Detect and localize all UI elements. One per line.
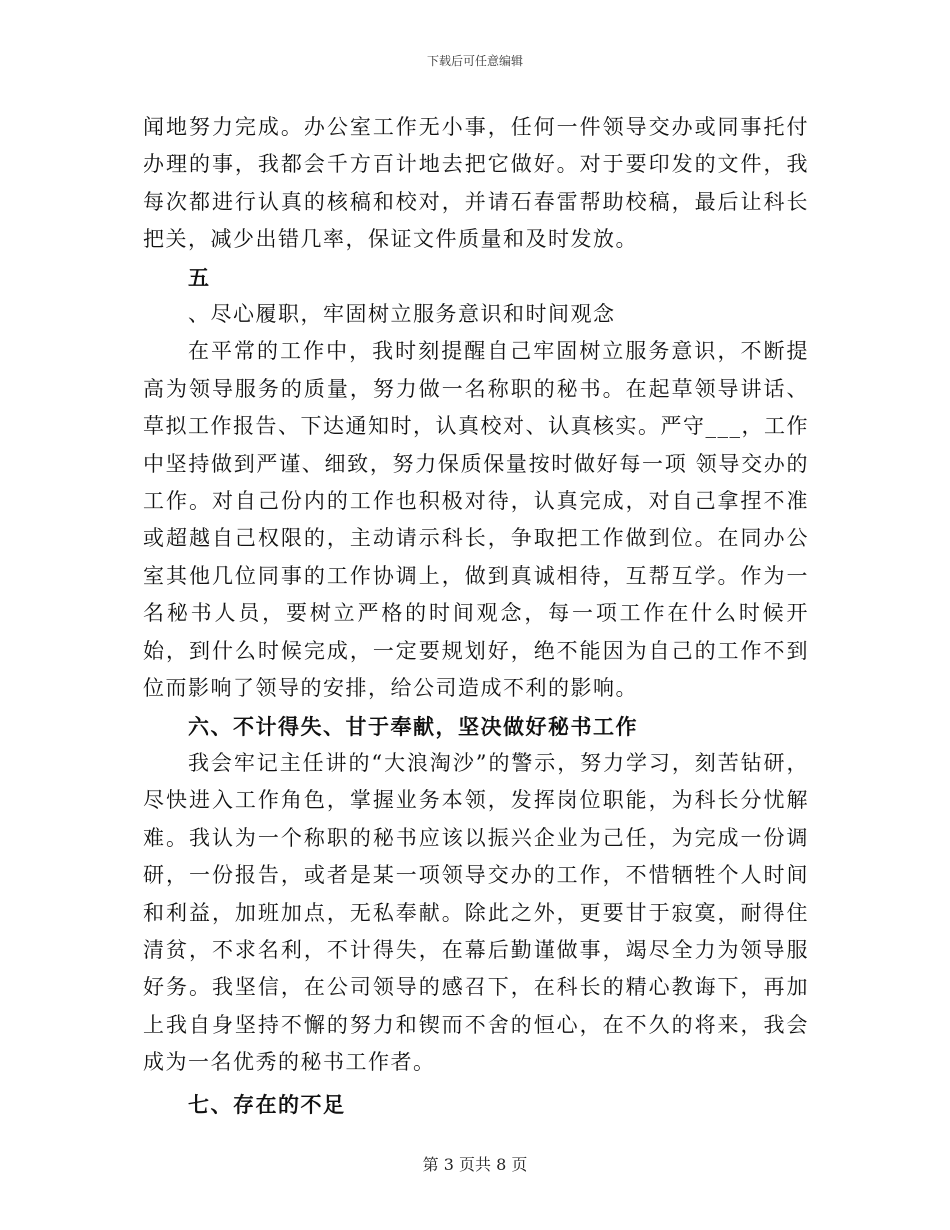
- section-five-title: 、尽心履职，牢固树立服务意识和时间观念: [188, 302, 616, 327]
- page-header: 下载后可任意编辑: [426, 54, 523, 68]
- paragraph-continued: 闻地努力完成。办公室工作无小事，任何一件领导交办或同事托付办理的事，我都会千方百计地去把它做好。对于要印发的文件，我每次都进行认真的核稿和校对，并请石春雷帮助校稿，最后让科长把关，减少出错几率，保证文件质量和及时发放。: [143, 115, 809, 252]
- section-six-paragraph: 我会牢记主任讲的“大浪淘沙”的警示，努力学习，刻苦钻研，尽快进入工作角色，掌握业务本领，发挥岗位职能，为科长分忧解难。我认为一个称职的秘书应该以振兴企业为己任，为完成一份调研，一份报告，或者是某一项领导交办的工作，不惜牺牲个人时间和利益，加班加点，无私奉献。除此之外，更要甘于寂寞，耐得住清贫，不求名利，不计得失，在幕后勤谨做事，竭尽全力为领导服好务。我坚信，在公司领导的感召下，在科长的精心教诲下，再加上我自身坚持不懈的努力和锲而不舍的恒心，在不久的将来，我会成为一名优秀的秘书工作者。: [143, 750, 809, 1075]
- section-seven-heading: 七、存在的不足: [188, 1091, 346, 1117]
- section-five-number: 五: [188, 264, 211, 290]
- document-body: [143, 109, 809, 1123]
- page-footer: 第 3 页共 8 页: [422, 1155, 528, 1174]
- section-five-paragraph: 在平常的工作中，我时刻提醒自己牢固树立服务意识，不断提高为领导服务的质量，努力做一名称职的秘书。在起草领导讲话、草拟工作报告、下达通知时，认真校对、认真核实。严守___，工作中坚持做到严谨、细致，努力保质保量按时做好每一项 领导交办的工作。对自己份内的工作也积极对待，认真完成，对自己拿捏不准或超越自己权限的，主动请示科长，争取把工作做到位。在同办公室其他几位同事的工作协调上，做到真诚相待，互帮互学。作为一名秘书人员，要树立严格的时间观念，每一项工作在什么时候开始，到什么时候完成，一定要规划好，绝不能因为自己的工作不到位而影响了领导的安排，给公司造成不利的影响。: [143, 339, 809, 701]
- section-six-heading: 六、不计得失、甘于奉献，坚决做好秘书工作: [188, 713, 638, 739]
